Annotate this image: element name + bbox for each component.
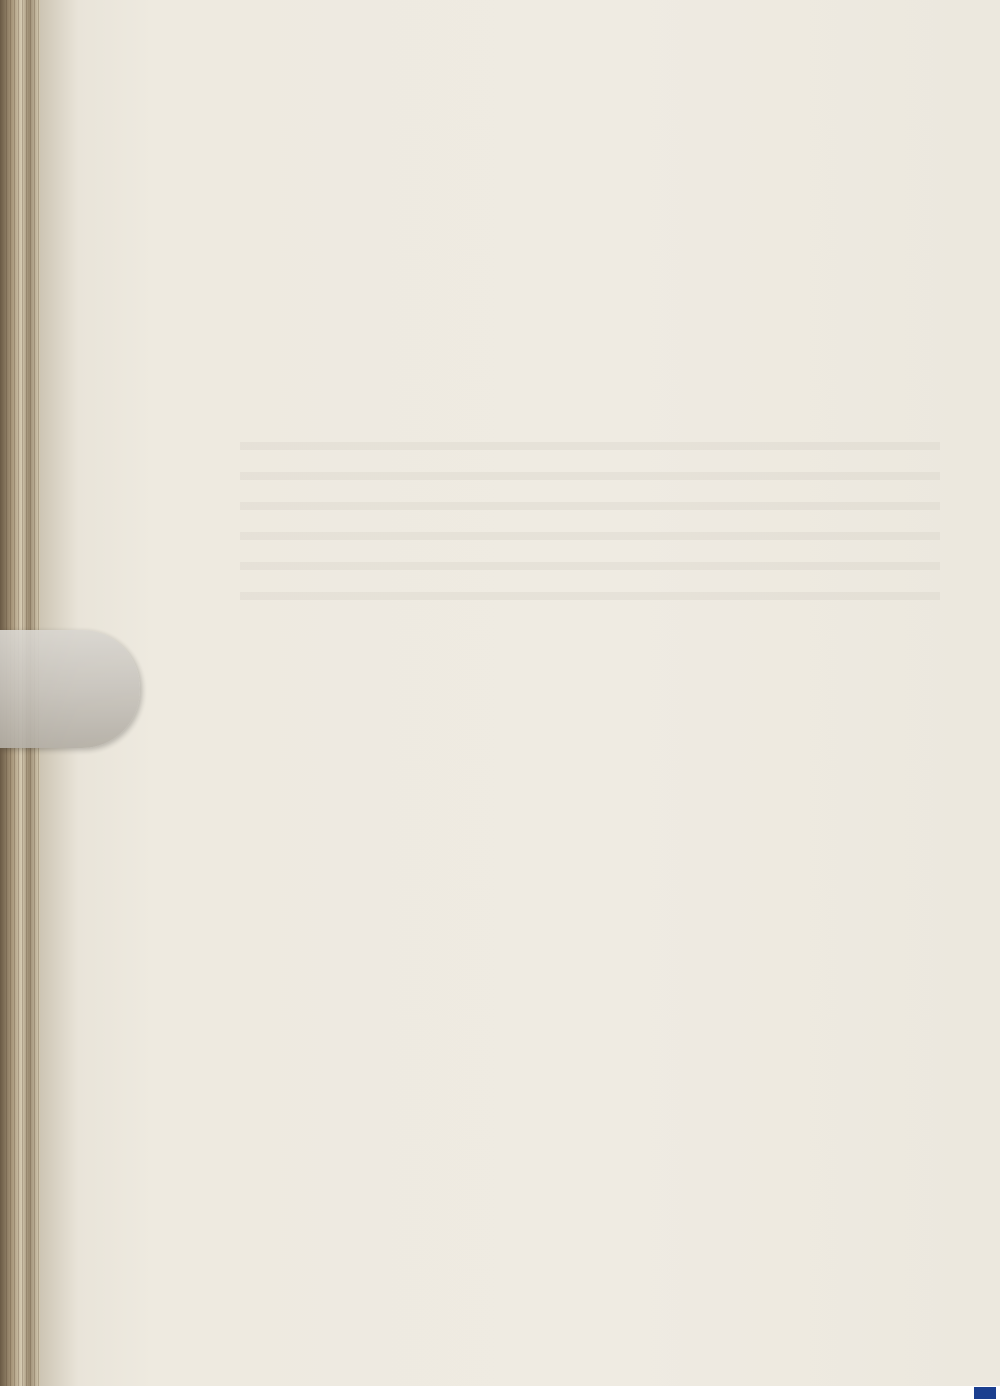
section-title — [250, 462, 940, 558]
section-title-line — [250, 510, 940, 558]
paper-page — [40, 0, 1000, 1386]
section-title-line — [250, 462, 940, 510]
bookmark-strip — [0, 630, 140, 748]
footer-bar — [0, 1386, 1000, 1400]
dfg-logo — [974, 1387, 996, 1399]
